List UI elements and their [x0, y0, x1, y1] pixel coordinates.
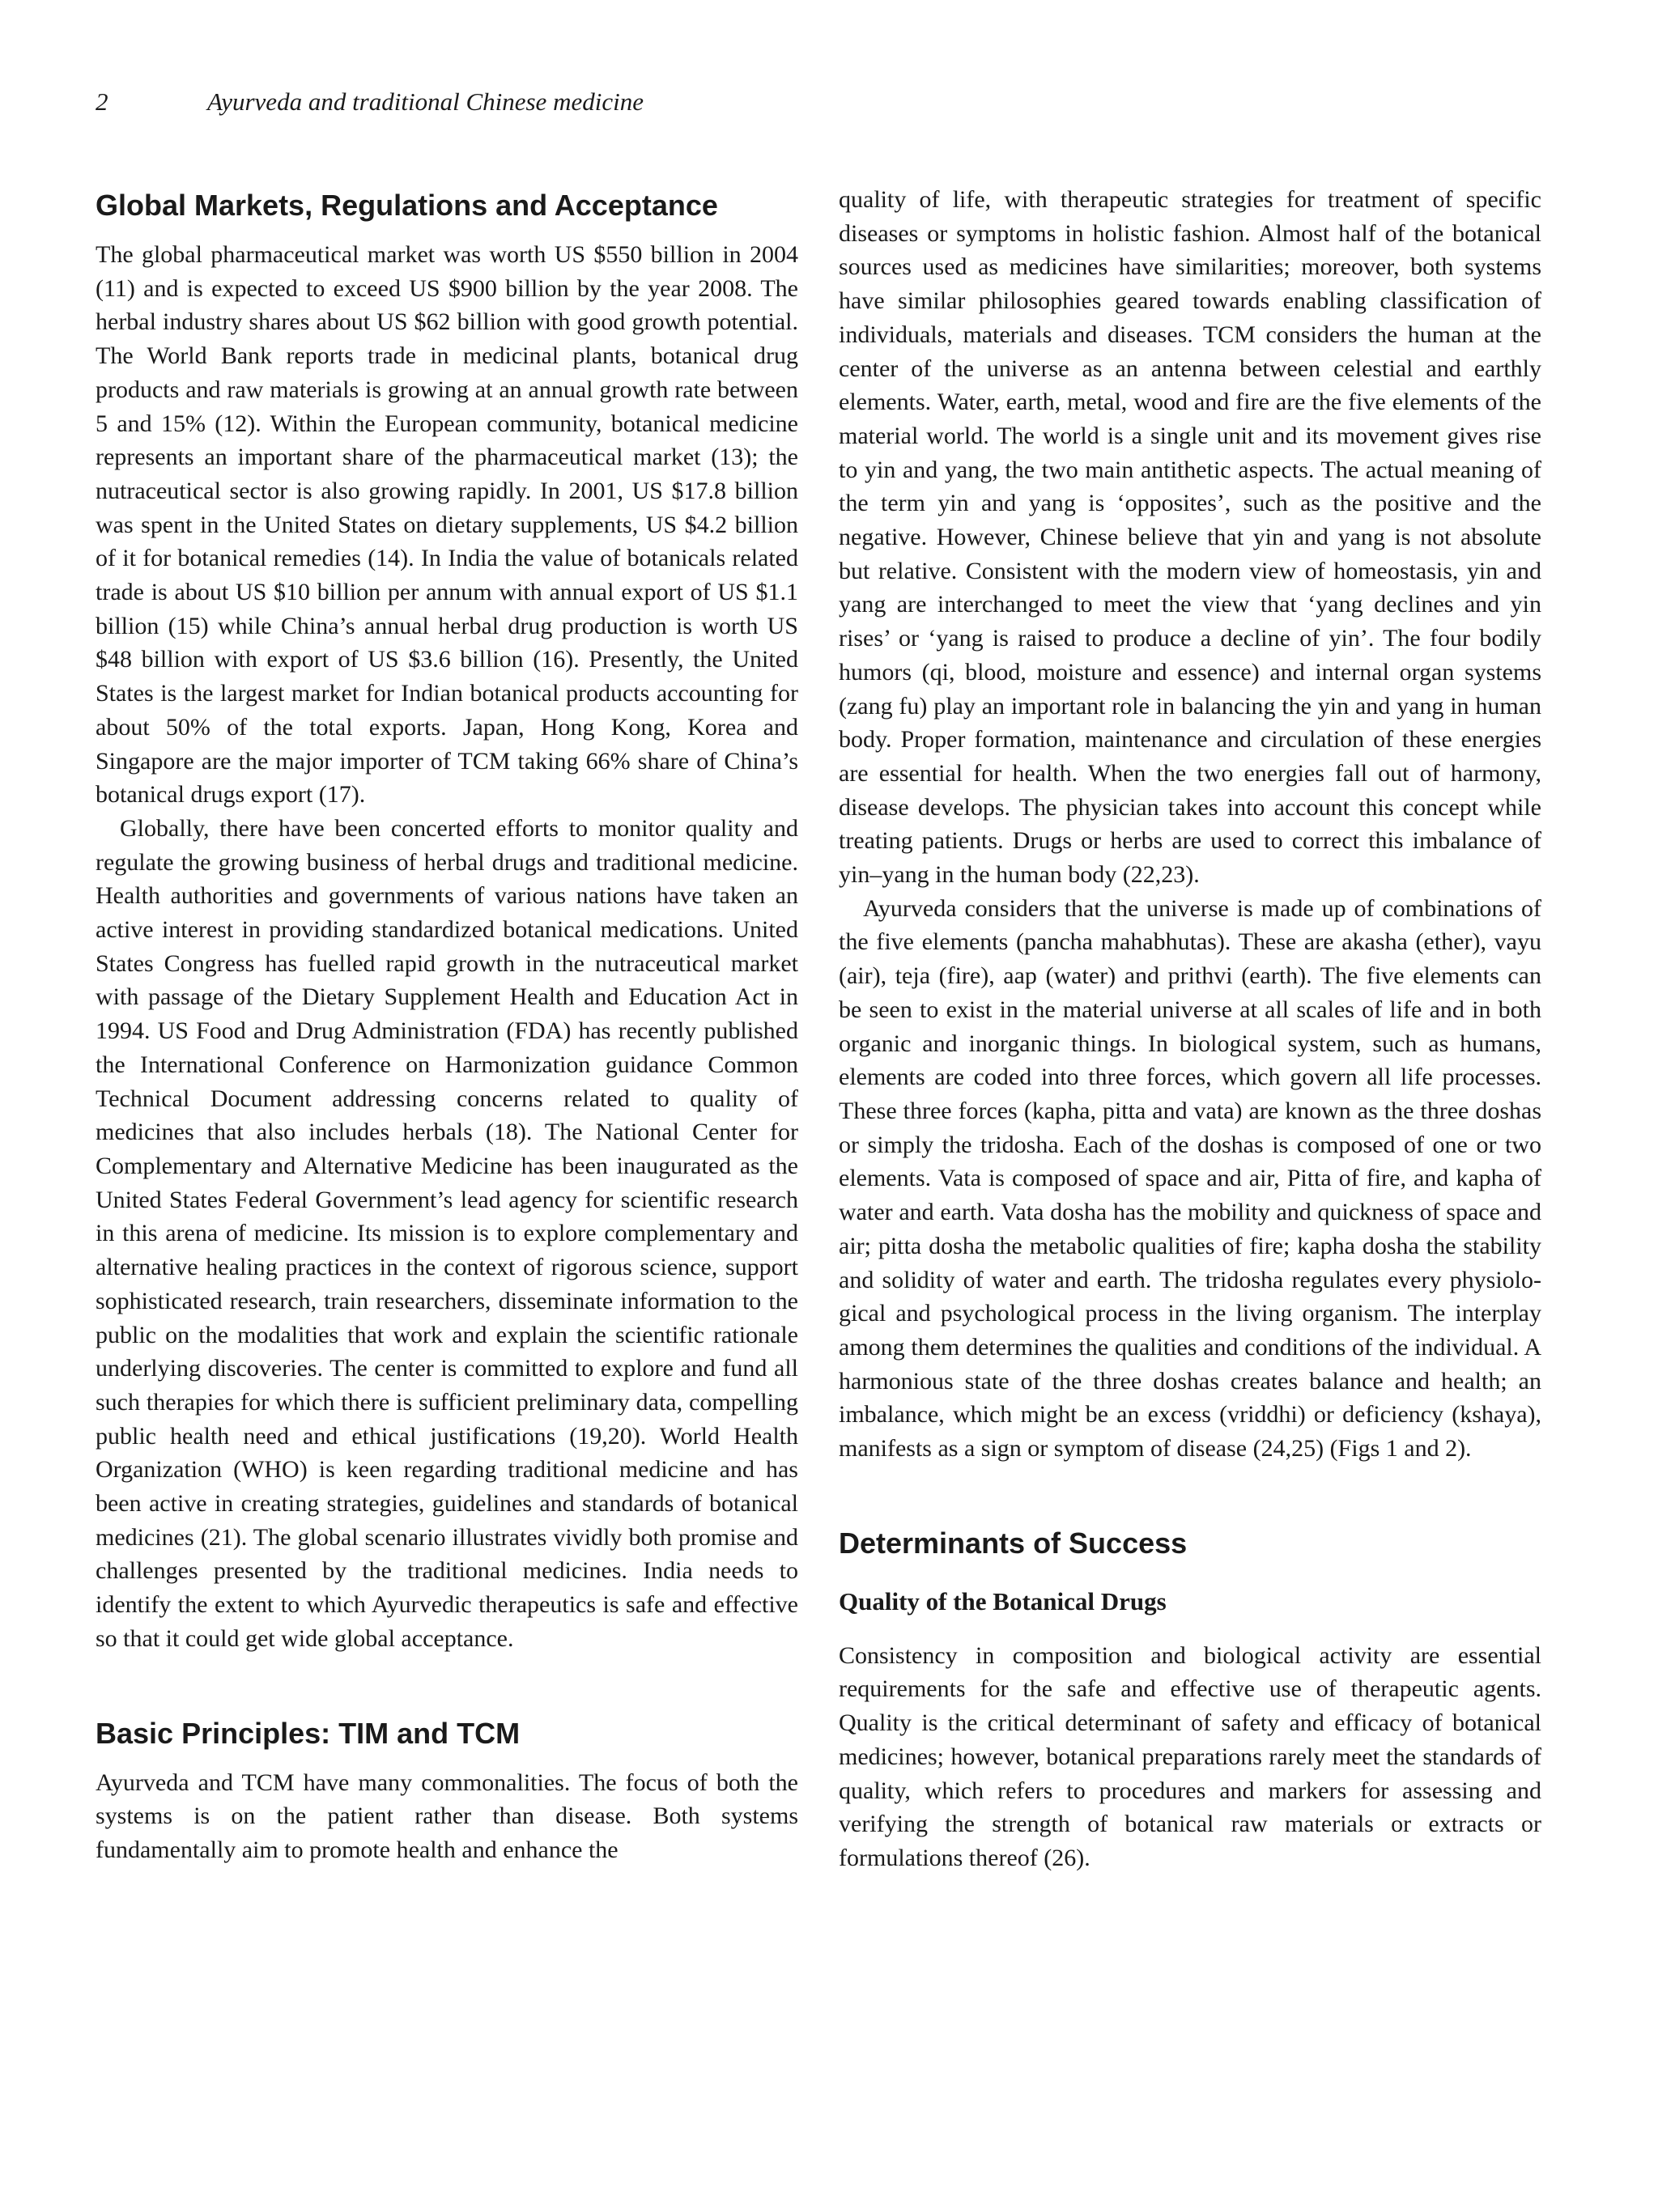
- right-column: [839, 183, 1541, 1875]
- paragraph: The global pharmaceutical market was worth US $550 billion in 2004 (11) and is expected to exceed US $900 billion by the year 2008. The herbal industry shares about US $62 billion with good growth potential. The World Bank reports trade in medicinal plants, botanical drug products and raw materials is growing at an annual growth rate between 5 and 15% (12). Within the European community, botanical medicine represents an important share of the pharmaceutical market (13); the nutraceutical sector is also growing rapidly. In 2001, US $17.8 billion was spent in the United States on dietary supplements, US $4.2 billion of it for botanical remedies (14). In India the value of botanicals related trade is about US $10 billion per annum with annual export of US $1.1 billion (15) while China’s annual herbal drug production is worth US $48 billion with export of US $3.6 billion (16). Presently, the United States is the largest market for Indian botanical products accounting for about 50% of the total exports. Japan, Hong Kong, Korea and Singapore are the major importer of TCM taking 66% share of China’s botanical drugs export (17).: [96, 241, 798, 809]
- section-heading-global-markets: Global Markets, Regulations and Acceptance: [96, 189, 718, 222]
- subsection-heading-quality: Quality of the Botanical Drugs: [839, 1586, 1167, 1615]
- paragraph: Ayurveda and TCM have many commonalities. The focus of both the systems is on the patient rather than disease. Both systems fundamentally aim to promote health and enhance the: [96, 1768, 798, 1863]
- paragraph: Ayurveda considers that the universe is made up of combinations of the five elements (pancha mahabhutas). These are akasha (ether), vayu (air), teja (fire), aap (water) and prithvi (earth). The five elements can be seen to exist in the material universe at all scales of life and in both organic and inorganic things. In biological system, such as humans, elements are coded into three forces, which govern all life processes. These three forces (kapha, pitta and vata) are known as the three doshas or simply the tridosha. Each of the doshas is composed of one or two elements. Vata is composed of space and air, Pitta of fire, and kapha of water and earth. Vata dosha has the mobility and quickness of space and air; pitta dosha the metabolic qualities of fire; kapha dosha the stability and solidity of water and earth. The tridosha regulates every physiological and psychological process in the living organism. The interplay among them determines the qualities and conditions of the individual. A harmonious state of the three doshas creates balance and health; an imbalance, which might be an excess (vriddhi) or deficiency (kshaya), manifests as a sign or symptom of disease (24,25) (Figs 1 and 2).: [839, 894, 1541, 1463]
- running-head: [96, 87, 644, 117]
- section-heading-determinants: Determinants of Success: [839, 1526, 1188, 1560]
- left-column: [96, 176, 798, 1867]
- running-title: Ayurveda and traditional Chinese medicine: [207, 87, 644, 116]
- page-number: 2: [96, 87, 108, 116]
- paragraph: quality of life, with therapeutic strategies for treatment of specific diseases or symptoms in holistic fashion. Almost half of the botanical sources used as medicines have similarities; moreover, both systems have similar philosophies geared towards enabling classification of individuals, materials and diseases. TCM considers the human at the center of the universe as an antenna between celestial and earthly elements. Water, earth, metal, wood and fire are the five elements of the material world. The world is a single unit and its movement gives rise to yin and yang, the two main antithetic aspects. The actual meaning of the term yin and yang is ‘opposites’, such as the positive and the negative. However, Chinese believe that yin and yang is not absolute but relative. Consistent with the modern view of homeostasis, yin and yang are interchanged to meet the view that ‘yang declines and yin rises’ or ‘yang is raised to produce a decline of yin’. The four bodily humors (qi, blood, moisture and essence) and internal organ systems (zang fu) play an important role in balancing the yin and yang in human body. Proper formation, maintenance and circulation of these energies are essential for health. When the two energies fall out of harmony, disease develops. The physician takes into account this concept while treating patients. Drugs or herbs are used to correct this imbalance of yin–yang in the human body (22,23).: [839, 186, 1541, 889]
- section-heading-basic-principles: Basic Principles: TIM and TCM: [96, 1716, 521, 1750]
- paragraph: Consistency in composition and biological activity are essential requirements for the safe and effective use of therapeutic agents. Quality is the critical determinant of safety and efficacy of botanical medicines; however, botanical preparations rarely meet the standards of quality, which refers to procedures and markers for assessing and verifying the strength of botanical raw materials or extracts or formulations thereof (26).: [839, 1641, 1541, 1871]
- paragraph: Globally, there have been concerted efforts to monitor quality and regulate the growing business of herbal drugs and traditional medicine. Health authorities and governments of various nations have taken an active interest in providing standardized botanical medications. United States Congress has fuelled rapid growth in the nutraceutical market with passage of the Dietary Supplement Health and Education Act in 1994. US Food and Drug Administration (FDA) has recently published the International Conference on Harmonization guidance Common Technical Document addressing concerns related to quality of medicines that also includes herbals (18). The National Center for Complementary and Alternative Medicine has been inaugurated as the United States Federal Government’s lead agency for scientific research in this arena of medicine. Its mission is to explore complementary and alternative healing practices in the context of rigorous science, support sophisticated research, train researchers, disseminate information to the public on the modalities that work and explain the scientific rationale underlying discoveries. The center is committed to explore and fund all such therapies for which there is sufficient preliminary data, compelling public health need and ethical justifications (19,20). World Health Organization (WHO) is keen regarding traditional medicine and has been active in creating strategies, guidelines and standards of botanical medicines (21). The global scenario illustrates vividly both promise and challenges presented by the traditional medicines. India needs to identify the extent to which Ayurvedic therapeutics is safe and effective so that it could get wide global acceptance.: [96, 814, 798, 1652]
